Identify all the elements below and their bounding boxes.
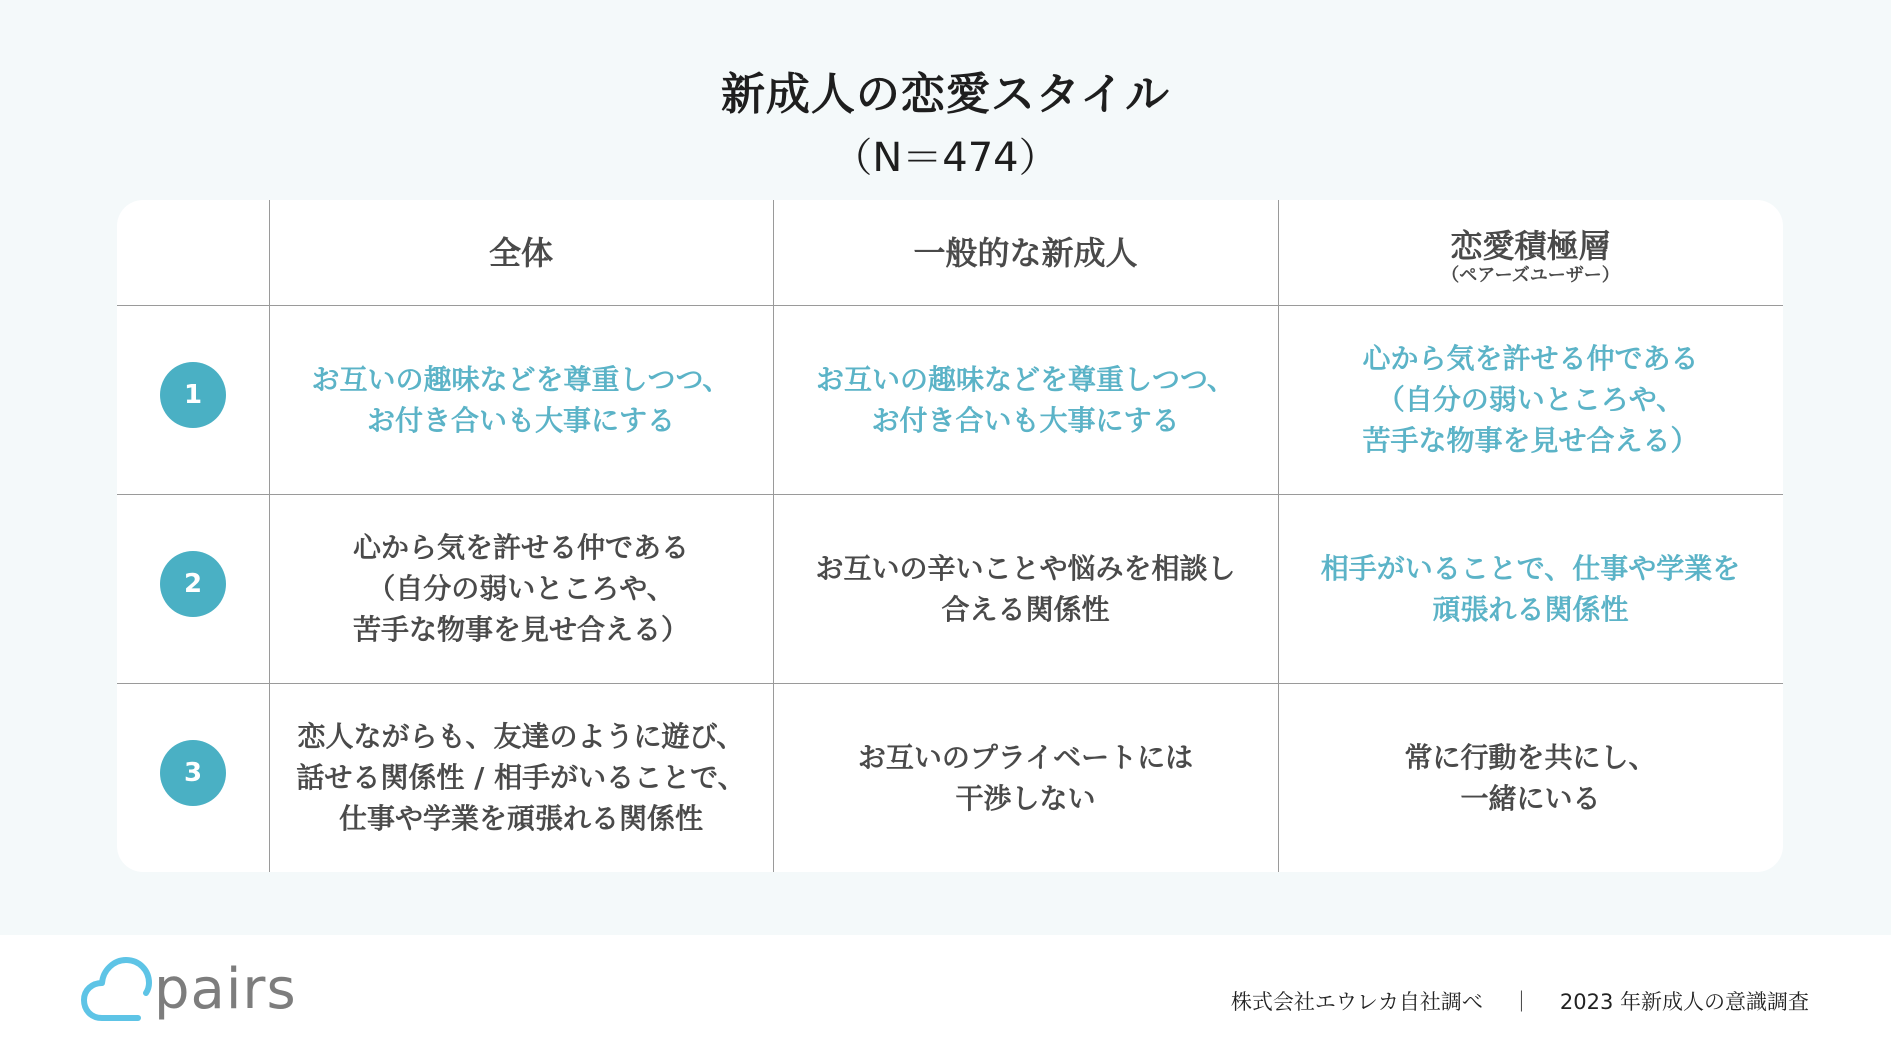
cell-text-line: お互いのプライベートには [857,740,1194,774]
cell-text-line: （自分の弱いところや、 [1376,383,1685,416]
pairs-logo [80,952,297,1032]
cell-text-line: お付き合いも大事にする [871,403,1180,437]
cell-text-line: 頑張れる関係性 [1432,592,1629,626]
column-header-general [773,200,1278,305]
sample-size-label: （N＝474） [832,135,1059,181]
cloud-icon [80,952,158,1032]
column-header-label: 恋愛積極層 [1450,226,1611,265]
source-footer [1231,986,1809,1016]
table-cell [773,683,1278,872]
cell-text-line: 一緒にいる [1460,781,1601,815]
logo-wordmark: pairs [154,956,297,1022]
table-cell [1278,305,1783,494]
cell-text-line: 恋人ながらも、友達のように遊び、 [297,720,745,753]
source-text: 株式会社エウレカ自社調べ [1230,990,1483,1014]
footer-separator: ｜ [1510,990,1532,1014]
table-cell [773,305,1278,494]
cell-text-line: 心から気を許せる仲である [352,531,689,564]
cell-text-line: 話せる関係性 / 相手がいることで、 [296,761,746,794]
cell-text-line: 相手がいることで、仕事や学業を [1320,551,1741,585]
column-header-active [1278,200,1783,305]
cell-text-line: （自分の弱いところや、 [367,572,675,605]
cell-text-line: お互いの趣味などを尊重しつつ、 [311,362,731,396]
column-header-note: （ペアーズユーザー） [1441,264,1620,286]
cell-text-line: お互いの辛いことや悩みを相談し [815,551,1236,585]
cell-text-line: お互いの趣味などを尊重しつつ、 [816,362,1235,396]
table-cell [269,683,773,872]
cell-text-line: 常に行動を共にし、 [1404,740,1657,774]
table-cell [1278,683,1783,872]
rank-badge: 2 [160,551,226,617]
rank-badge: 3 [160,740,226,806]
cell-text-line: 合える関係性 [941,592,1110,626]
cell-text-line: 仕事や学業を頑張れる関係性 [338,802,703,835]
rank-badge: 1 [160,362,226,428]
table-cell [1278,494,1783,683]
table-cell [269,305,773,494]
cell-text-line: お付き合いも大事にする [366,403,675,437]
column-header-label: 全体 [488,233,553,272]
ranking-table [117,200,1783,872]
cell-text-line: 干渉しない [955,781,1096,815]
survey-title: 2023 年新成人の意識調査 [1559,990,1809,1014]
page-title: 新成人の恋愛スタイル [720,69,1171,120]
column-header-label: 一般的な新成人 [913,233,1138,272]
cell-text-line: 苦手な物事を見せ合える） [1362,424,1699,457]
table-cell [269,494,773,683]
cell-text-line: 苦手な物事を見せ合える） [352,613,689,646]
table-cell [773,494,1278,683]
cell-text-line: 心から気を許せる仲である [1362,342,1699,375]
column-header-overall [269,200,773,305]
